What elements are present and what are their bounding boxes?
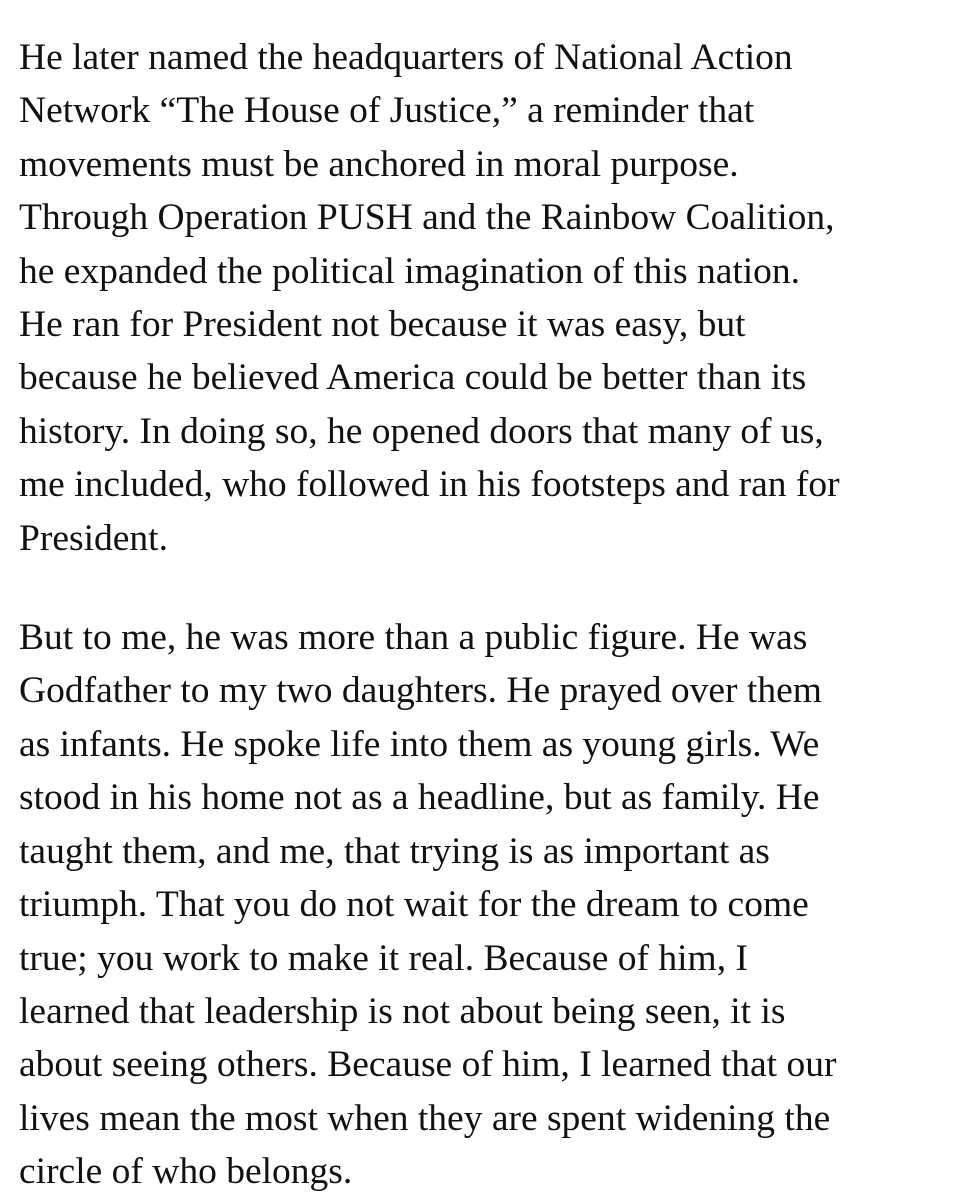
text-line: He ran for President not because it was easy, but [19, 304, 746, 346]
text-line: But to me, he was more than a public figure. He was [19, 617, 808, 659]
text-line: circle of who belongs. [19, 1151, 353, 1193]
text-line: lives mean the most when they are spent widening the [19, 1097, 831, 1139]
text-line: taught them, and me, that trying is as important as [19, 830, 770, 872]
text-line: true; you work to make it real. Because of him, I [19, 937, 748, 979]
text-line: stood in his home not as a headline, but as family. He [19, 777, 820, 819]
text-line: Through Operation PUSH and the Rainbow Coalition, [19, 197, 835, 239]
document-body [19, 0, 969, 1199]
text-line: movements must be anchored in moral purpose. [19, 143, 739, 185]
text-line: President. [19, 517, 168, 559]
text-line: about seeing others. Because of him, I learned that our [19, 1044, 837, 1086]
text-line: me included, who followed in his footsteps and ran for [19, 464, 840, 506]
text-line: he expanded the political imagination of this nation. [19, 250, 801, 292]
text-line: because he believed America could be better than its [19, 357, 807, 399]
text-line: Network “The House of Justice,” a reminder that [19, 90, 755, 132]
paragraph-godfather [19, 611, 969, 1198]
text-line: triumph. That you do not wait for the dream to come [19, 884, 809, 926]
text-line: as infants. He spoke life into them as young girls. We [19, 723, 820, 765]
text-line: Godfather to my two daughters. He prayed over them [19, 670, 822, 712]
paragraph-house-of-justice [19, 31, 969, 565]
text-line: He later named the headquarters of National Action [19, 37, 793, 78]
text-line: learned that leadership is not about being seen, it is [19, 990, 786, 1032]
text-line: history. In doing so, he opened doors that many of us, [19, 410, 824, 452]
